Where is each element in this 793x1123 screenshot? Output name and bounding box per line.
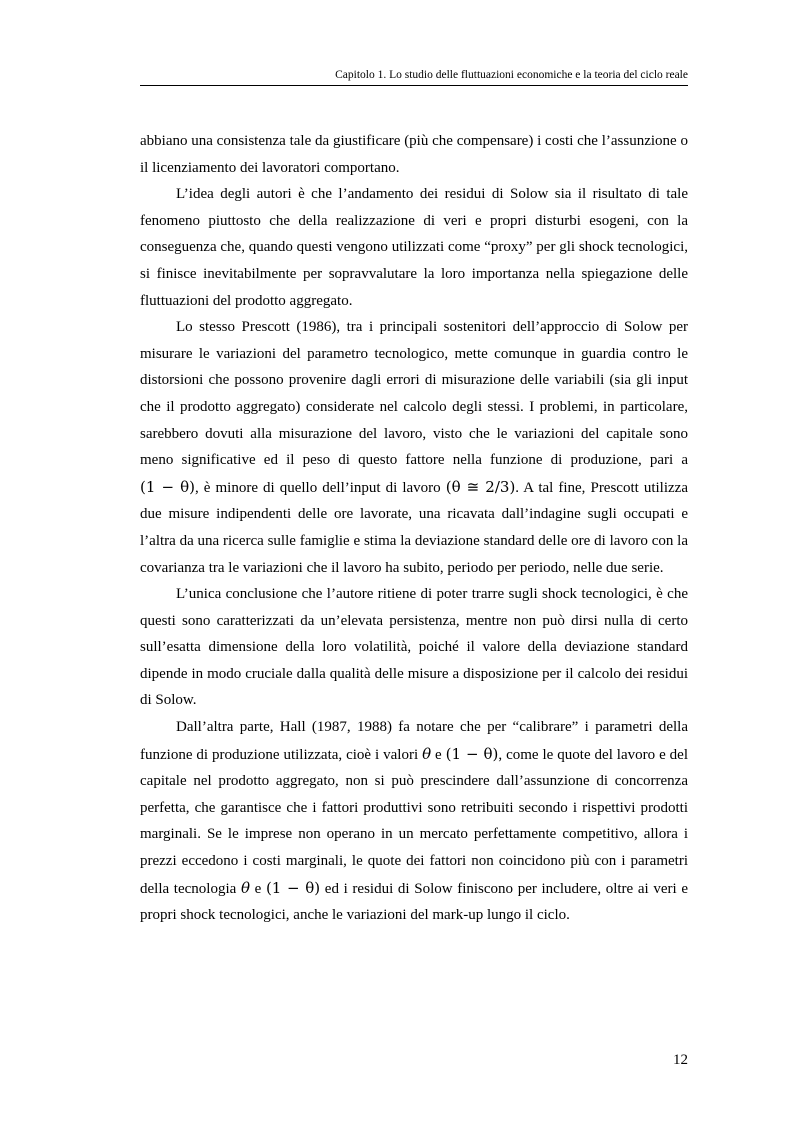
paragraph-hall bbox=[140, 714, 688, 929]
paragraph-conclusion: L’unica conclusione che l’autore ritiene di poter trarre sugli shock tecnologici, è che questi sono caratterizzati da un’elevata persistenza, mentre non può dirsi nulla di certo sull’esatta dimensione della loro volatilità, poiché il valore della deviazione standard dipende in modo cruciale dalla qualità delle misure a disposizione per il calcolo dei residui di Solow. bbox=[140, 586, 688, 709]
paragraph-text: Lo stesso Prescott (1986), tra i principali sostenitori dell’approccio di Solow per misurare le variazioni del parametro tecnologico, mette comunque in guardia contro le distorsioni che possono provenire dagli errori di misurazione delle variabili (sia gli input che il prodotto aggregato) considerate nel calcolo degli stessi. I problemi, in particolare, sarebbero dovuti alla misurazione del lavoro, visto che le variazioni del capitale sono meno significative ed il peso di questo fattore nella funzione di produzione, pari a bbox=[140, 319, 688, 469]
math-one-minus-theta: (1 − θ) bbox=[265, 878, 321, 897]
header-rule bbox=[140, 85, 688, 86]
paragraph-text: , come le quote del lavoro e del capitale nel prodotto aggregato, non si può prescindere dall’assunzione di concorrenza perfetta, che garantisce che i fattori produttivi sono retribuiti secondo i rispettivi prodotti marginali. Se le imprese non operano in un mercato perfettamente competitivo, allora i prezzi eccedono i costi marginali, le quote dei fattori non coincidono più con i parametri della tecnologia bbox=[140, 746, 688, 897]
paragraph-text: ed i residui di Solow finiscono per includere, oltre ai veri e propri shock tecnologici, anche le variazioni del mark-up lungo il ciclo. bbox=[140, 880, 688, 924]
paragraph-prescott bbox=[140, 314, 688, 581]
paragraph-text: . A tal fine, Prescott utilizza due misure indipendenti delle ore lavorate, una ricavata dall’indagine sugli occupati e l’altra da una ricerca sulle famiglie e stima la deviazione standard delle ore di lavoro con la covarianza tra le variazioni che il lavoro ha subito, periodo per periodo, nelle due serie. bbox=[140, 479, 688, 576]
math-theta-approx: (θ ≅ 2/3) bbox=[445, 477, 516, 496]
math-one-minus-theta: (1 − θ) bbox=[445, 744, 499, 763]
paragraph-text: e bbox=[249, 880, 266, 897]
page-number: 12 bbox=[673, 1052, 688, 1068]
paragraph-text: , è minore di quello dell’input di lavoro bbox=[194, 479, 446, 496]
paragraph-text: Dall’altra parte, Hall (1987, 1988) fa notare che per “calibrare” i parametri della funzione di produzione utilizzata, cioè i valori bbox=[140, 719, 688, 763]
paragraph-solow-residuals: L’idea degli autori è che l’andamento dei residui di Solow sia il risultato di tale fenomeno piuttosto che della realizzazione di veri e propri disturbi esogeni, con la conseguenza che, quando questi vengono utilizzati come “proxy” per gli shock tecnologici, si finisce inevitabilmente per sopravvalutare la loro importanza nella spiegazione delle fluttuazioni del prodotto aggregato. bbox=[140, 186, 688, 309]
math-theta: θ bbox=[240, 878, 250, 897]
paragraph-continuation: abbiano una consistenza tale da giustificare (più che compensare) i costi che l’assunzione o il licenziamento dei lavoratori comportano. bbox=[140, 133, 688, 176]
paragraph-text: e bbox=[431, 746, 446, 763]
body-text bbox=[140, 128, 688, 929]
math-one-minus-theta: (1 − θ) bbox=[140, 477, 195, 496]
math-theta: θ bbox=[422, 744, 432, 763]
running-header: Capitolo 1. Lo studio delle fluttuazioni economiche e la teoria del ciclo reale bbox=[335, 69, 688, 81]
